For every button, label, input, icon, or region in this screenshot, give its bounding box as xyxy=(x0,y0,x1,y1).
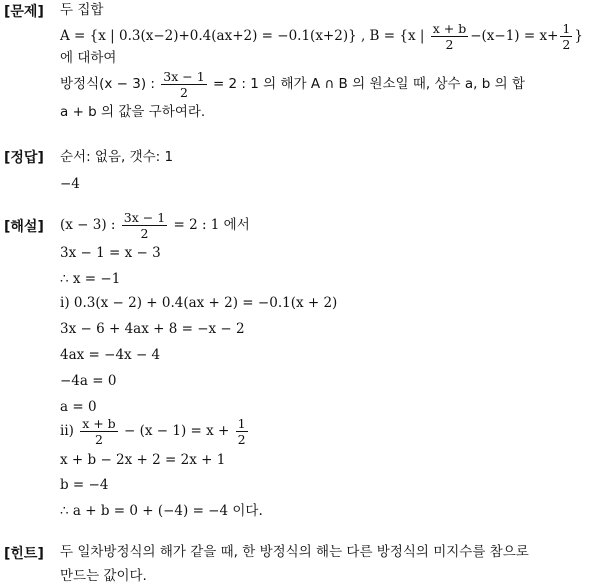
problem-line-4: a + b 의 값을 구하여라. xyxy=(60,104,206,120)
explanation-line-8 xyxy=(60,416,250,447)
explanation-line-6: −4a = 0 xyxy=(60,373,117,389)
frac-den: 2 xyxy=(140,226,149,241)
frac-num: 1 xyxy=(237,416,246,431)
explanation-line-1: 3x − 1 = x − 3 xyxy=(60,245,161,261)
explanation-line-0 xyxy=(60,210,250,241)
equation-middle: − (x − 1) = x + xyxy=(123,423,230,439)
explanation-line-10: b = −4 xyxy=(60,477,109,493)
fraction-3x-minus-1-over-2 xyxy=(122,210,167,241)
fraction-3x-minus-1-over-2 xyxy=(161,69,206,100)
hint-line-1: 만드는 값이다. xyxy=(60,568,147,584)
equation-lhs: 방정식(x − 3) : xyxy=(60,76,155,92)
set-b-rest: −(x−1) = x+ xyxy=(470,28,559,44)
hint-line-0: 두 일차방정식의 해가 같을 때, 한 방정식의 해는 다른 방정식의 미지수를 참으로 xyxy=(60,544,529,560)
explanation-line-2: ∴ x = −1 xyxy=(60,271,121,287)
explanation-line-3: ⅰ) 0.3(x − 2) + 0.4(ax + 2) = −0.1(x + 2) xyxy=(60,295,338,311)
frac-num: 1 xyxy=(562,21,571,36)
problem-tag: [문제] xyxy=(4,4,44,20)
problem-line-2: 에 대하여 xyxy=(60,50,117,66)
frac-den: 2 xyxy=(562,37,571,52)
frac-den: 2 xyxy=(179,85,188,100)
hint-tag: [힌트] xyxy=(4,546,44,562)
problem-line-3 xyxy=(60,69,525,100)
ratio-rhs: = 2 : 1 에서 xyxy=(173,217,250,233)
fraction-one-half xyxy=(236,416,248,447)
frac-num: x + b xyxy=(432,21,467,36)
frac-num: 3x − 1 xyxy=(163,69,205,84)
case-label: ⅱ) xyxy=(60,423,74,439)
ratio-lhs: (x − 3) : xyxy=(60,217,116,233)
answer-line-0: 순서: 없음, 갯수: 1 xyxy=(60,149,174,165)
frac-num: 3x − 1 xyxy=(123,210,166,225)
explanation-line-11: ∴ a + b = 0 + (−4) = −4 이다. xyxy=(60,503,263,519)
explanation-line-4: 3x − 6 + 4ax + 8 = −x − 2 xyxy=(60,321,245,337)
explanation-line-7: a = 0 xyxy=(60,399,97,415)
explanation-line-5: 4ax = −4x − 4 xyxy=(60,347,161,363)
set-close-brace: } xyxy=(574,28,583,44)
fraction-x-plus-b-over-2 xyxy=(80,416,117,447)
explanation-tag: [해설] xyxy=(4,219,44,235)
answer-tag: [정답] xyxy=(4,150,44,166)
frac-den: 2 xyxy=(94,432,103,447)
frac-num: x + b xyxy=(82,416,116,431)
fraction-x-plus-b-over-2 xyxy=(431,21,468,52)
set-a-definition: A = {x | 0.3(x−2)+0.4(ax+2) = −0.1(x+2)} , B = {x | xyxy=(60,28,425,44)
frac-den: 2 xyxy=(237,432,246,447)
answer-line-1: −4 xyxy=(60,176,80,192)
equation-rhs: = 2 : 1 의 해가 A ∩ B 의 원소일 때, 상수 a, b 의 합 xyxy=(212,76,525,92)
problem-line-1 xyxy=(60,21,583,52)
frac-den: 2 xyxy=(445,37,454,52)
problem-line-0: 두 집합 xyxy=(60,2,104,18)
explanation-line-9: x + b − 2x + 2 = 2x + 1 xyxy=(60,452,226,468)
fraction-one-half xyxy=(560,21,572,52)
